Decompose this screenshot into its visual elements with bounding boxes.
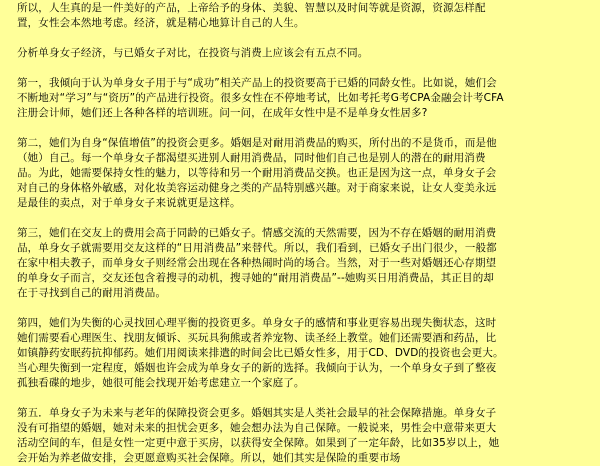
paragraph-intro: 所以，人生真的是一件美好的产品，上帝给予的身体、美貌、智慧以及时间等就是资源，资源怎样配 置，女性会本然地考虑。经济，就是精心地算计自己的人生。 [17,2,486,29]
paragraph-point-4: 第四，她们为失衡的心灵找回心理平衡的投资更多。单身女子的感情和事业更容易出现失衡状态，这时 她们需要看心理医生、找朋友倾诉、买玩具狗熊或者养宠物、读圣经上教堂。她们还需要酒和药品，比 如镇静药安眠药抗抑郁药。她们用阅读来排遣的时间会比已婚女性多，用于CD、DVD的投资也会更大。 当心理失衡到一定程度，婚姻也许会成为单身女子的新的选择。我倾向于认为，一个单身女子到了整夜 孤独看碟的地步，她很可能会找现开始考虑建立一个家庭了。 [17,317,504,389]
paragraph-point-1: 第一，我倾向于认为单身女子用于与“成功”相关产品上的投资要高于已婚的同龄女性。比如说，她们会 不断地对“学习”与“资历”的产品进行投资。很多女性在不停地考试，比如考托考G考CPA金融会计考CFA 注册会计师，她们还上各种各样的培训班。问一问，在成年女性中是不是单身女性居多? [17,77,504,119]
paragraph-summary: 分析单身女子经济，与已婚女子对比，在投资与消费上应该会有五点不同。 [17,47,369,59]
paragraph-point-5: 第五．单身女子为未来与老年的保障投资会更多。婚姻其实是人类社会最早的社会保障措施。单身女子 没有可指望的婚姻，她对未来的担忧会更多，她会想办法为自己保障。一般说来，男性会中意带来更大 活动空间的车，但是女性一定更中意于买房，以获得安全保障。如果到了一定年龄，比如35岁以上，她 会开始为养老做安排，会更愿意购买社会保障。所以，她们其实是保险的重要市场 [17,407,500,464]
paragraph-point-2: 第二，她们为自身“保值增值”的投资会更多。婚姻是对耐用消费品的购买，所付出的不是货币，而是他 （她）自己。每一个单身女子都渴望买进别人耐用消费品，同时他们自己也是别人的潜在的耐用消费 品。为此，她需要保持女性的魅力，以等待和另一个耐用消费品交换。也正是因为这一点，单身女子会 对自己的身体格外敏感，对化妆美容运动健身之类的产品特别感兴趣。对于商家来说，让女人变美永远 是最佳的卖点，对于单身女子来说就更是这样。 [17,137,497,209]
paragraph-point-3: 第三，她们在交友上的费用会高于同龄的已婚女子。情感交流的天然需要，因为不存在婚姻的耐用消费 品，单身女子就需要用交友这样的“日用消费品”来替代。所以，我们看到，已婚女子出门很少，一般都 在家中相夫教子，而单身女子则经常会出现在各种热闹时尚的场合。当然，对于一些对婚姻还心存期望 的单身女子而言，交友还包含着搜寻的动机，搜寻她的“耐用消费品”--她购买日用消费品，其正目的却 在于寻找到自己的耐用消费品。 [17,227,497,299]
